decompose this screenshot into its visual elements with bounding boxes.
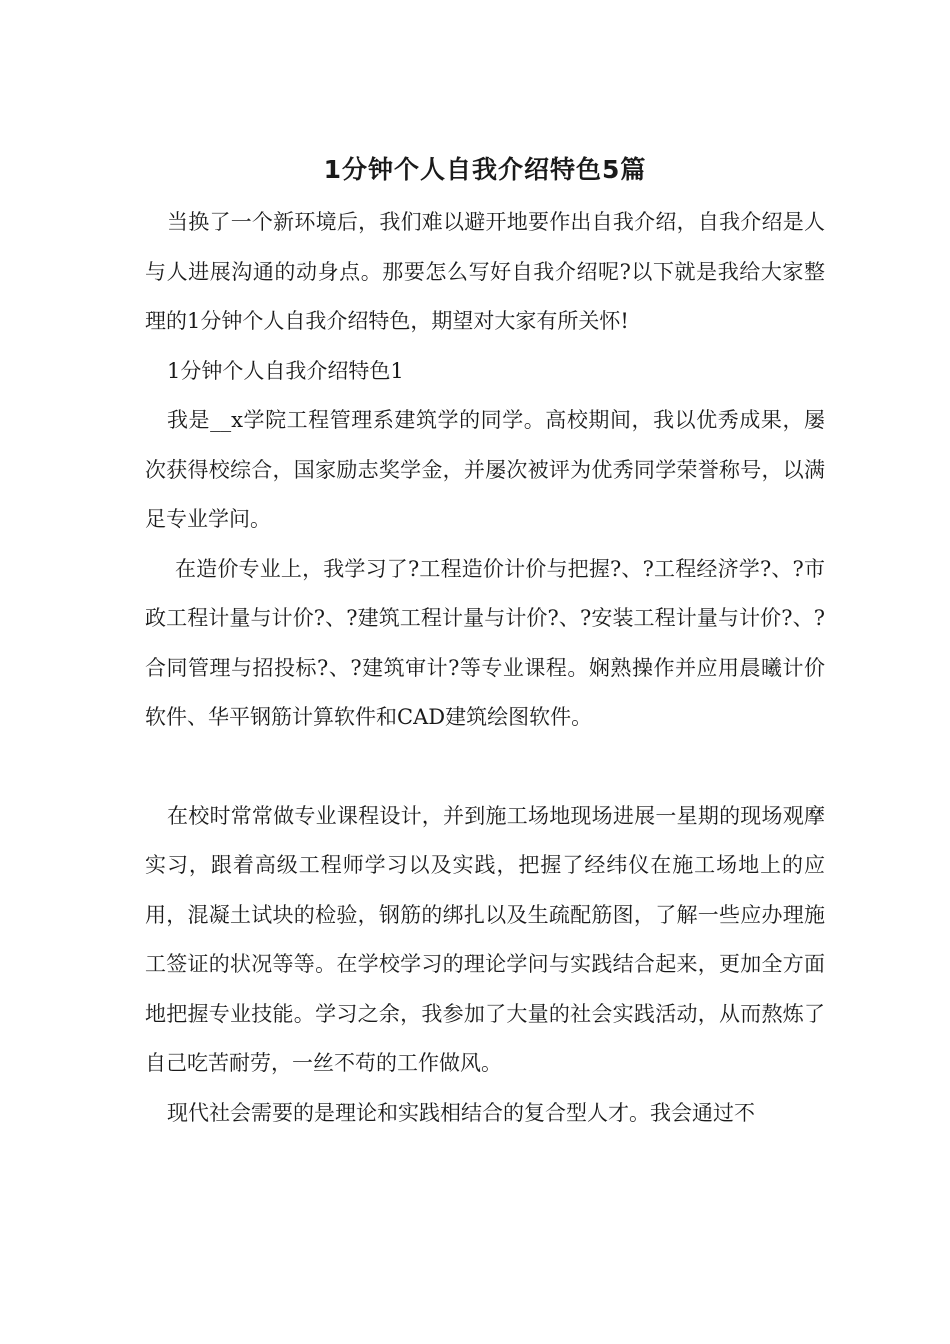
- document-body: [145, 150, 825, 1138]
- paragraph-courses: 在造价专业上，我学习了?工程造价计价与把握?、?工程经济学?、?市政工程计量与计价?、?建筑工程计量与计价?、?安装工程计量与计价?、?合同管理与招投标?、?建筑审计?等专业课程。娴熟操作并应用晨曦计价软件、华平钢筋计算软件和CAD建筑绘图软件。: [145, 556, 825, 729]
- paragraph-practice: 在校时常常做专业课程设计，并到施工场地现场进展一星期的现场观摩实习，跟着高级工程师学习以及实践，把握了经纬仪在施工场地上的应用，混凝土试块的检验，钢筋的绑扎以及生疏配筋图，了解一些应办理施工签证的状况等等。在学校学习的理论学问与实践结合起来，更加全方面地把握专业技能。学习之余，我参加了大量的社会实践活动，从而熬炼了自己吃苦耐劳，一丝不苟的工作做风。: [145, 803, 825, 1075]
- document-title: 1分钟个人自我介绍特色5篇: [323, 155, 647, 184]
- paragraph-education: 我是__x学院工程管理系建筑学的同学。高校期间，我以优秀成果，屡次获得校综合，国家励志奖学金，并屡次被评为优秀同学荣誉称号，以满足专业学问。: [145, 408, 825, 531]
- section-heading: 1分钟个人自我介绍特色1: [167, 358, 404, 383]
- paragraph-closing: 现代社会需要的是理论和实践相结合的复合型人才。我会通过不: [167, 1100, 755, 1125]
- paragraph-spacer: [145, 743, 825, 792]
- intro-paragraph: 当换了一个新环境后，我们难以避开地要作出自我介绍，自我介绍是人与人进展沟通的动身点。那要怎么写好自我介绍呢?以下就是我给大家整理的1分钟个人自我介绍特色，期望对大家有所关怀!: [145, 210, 825, 333]
